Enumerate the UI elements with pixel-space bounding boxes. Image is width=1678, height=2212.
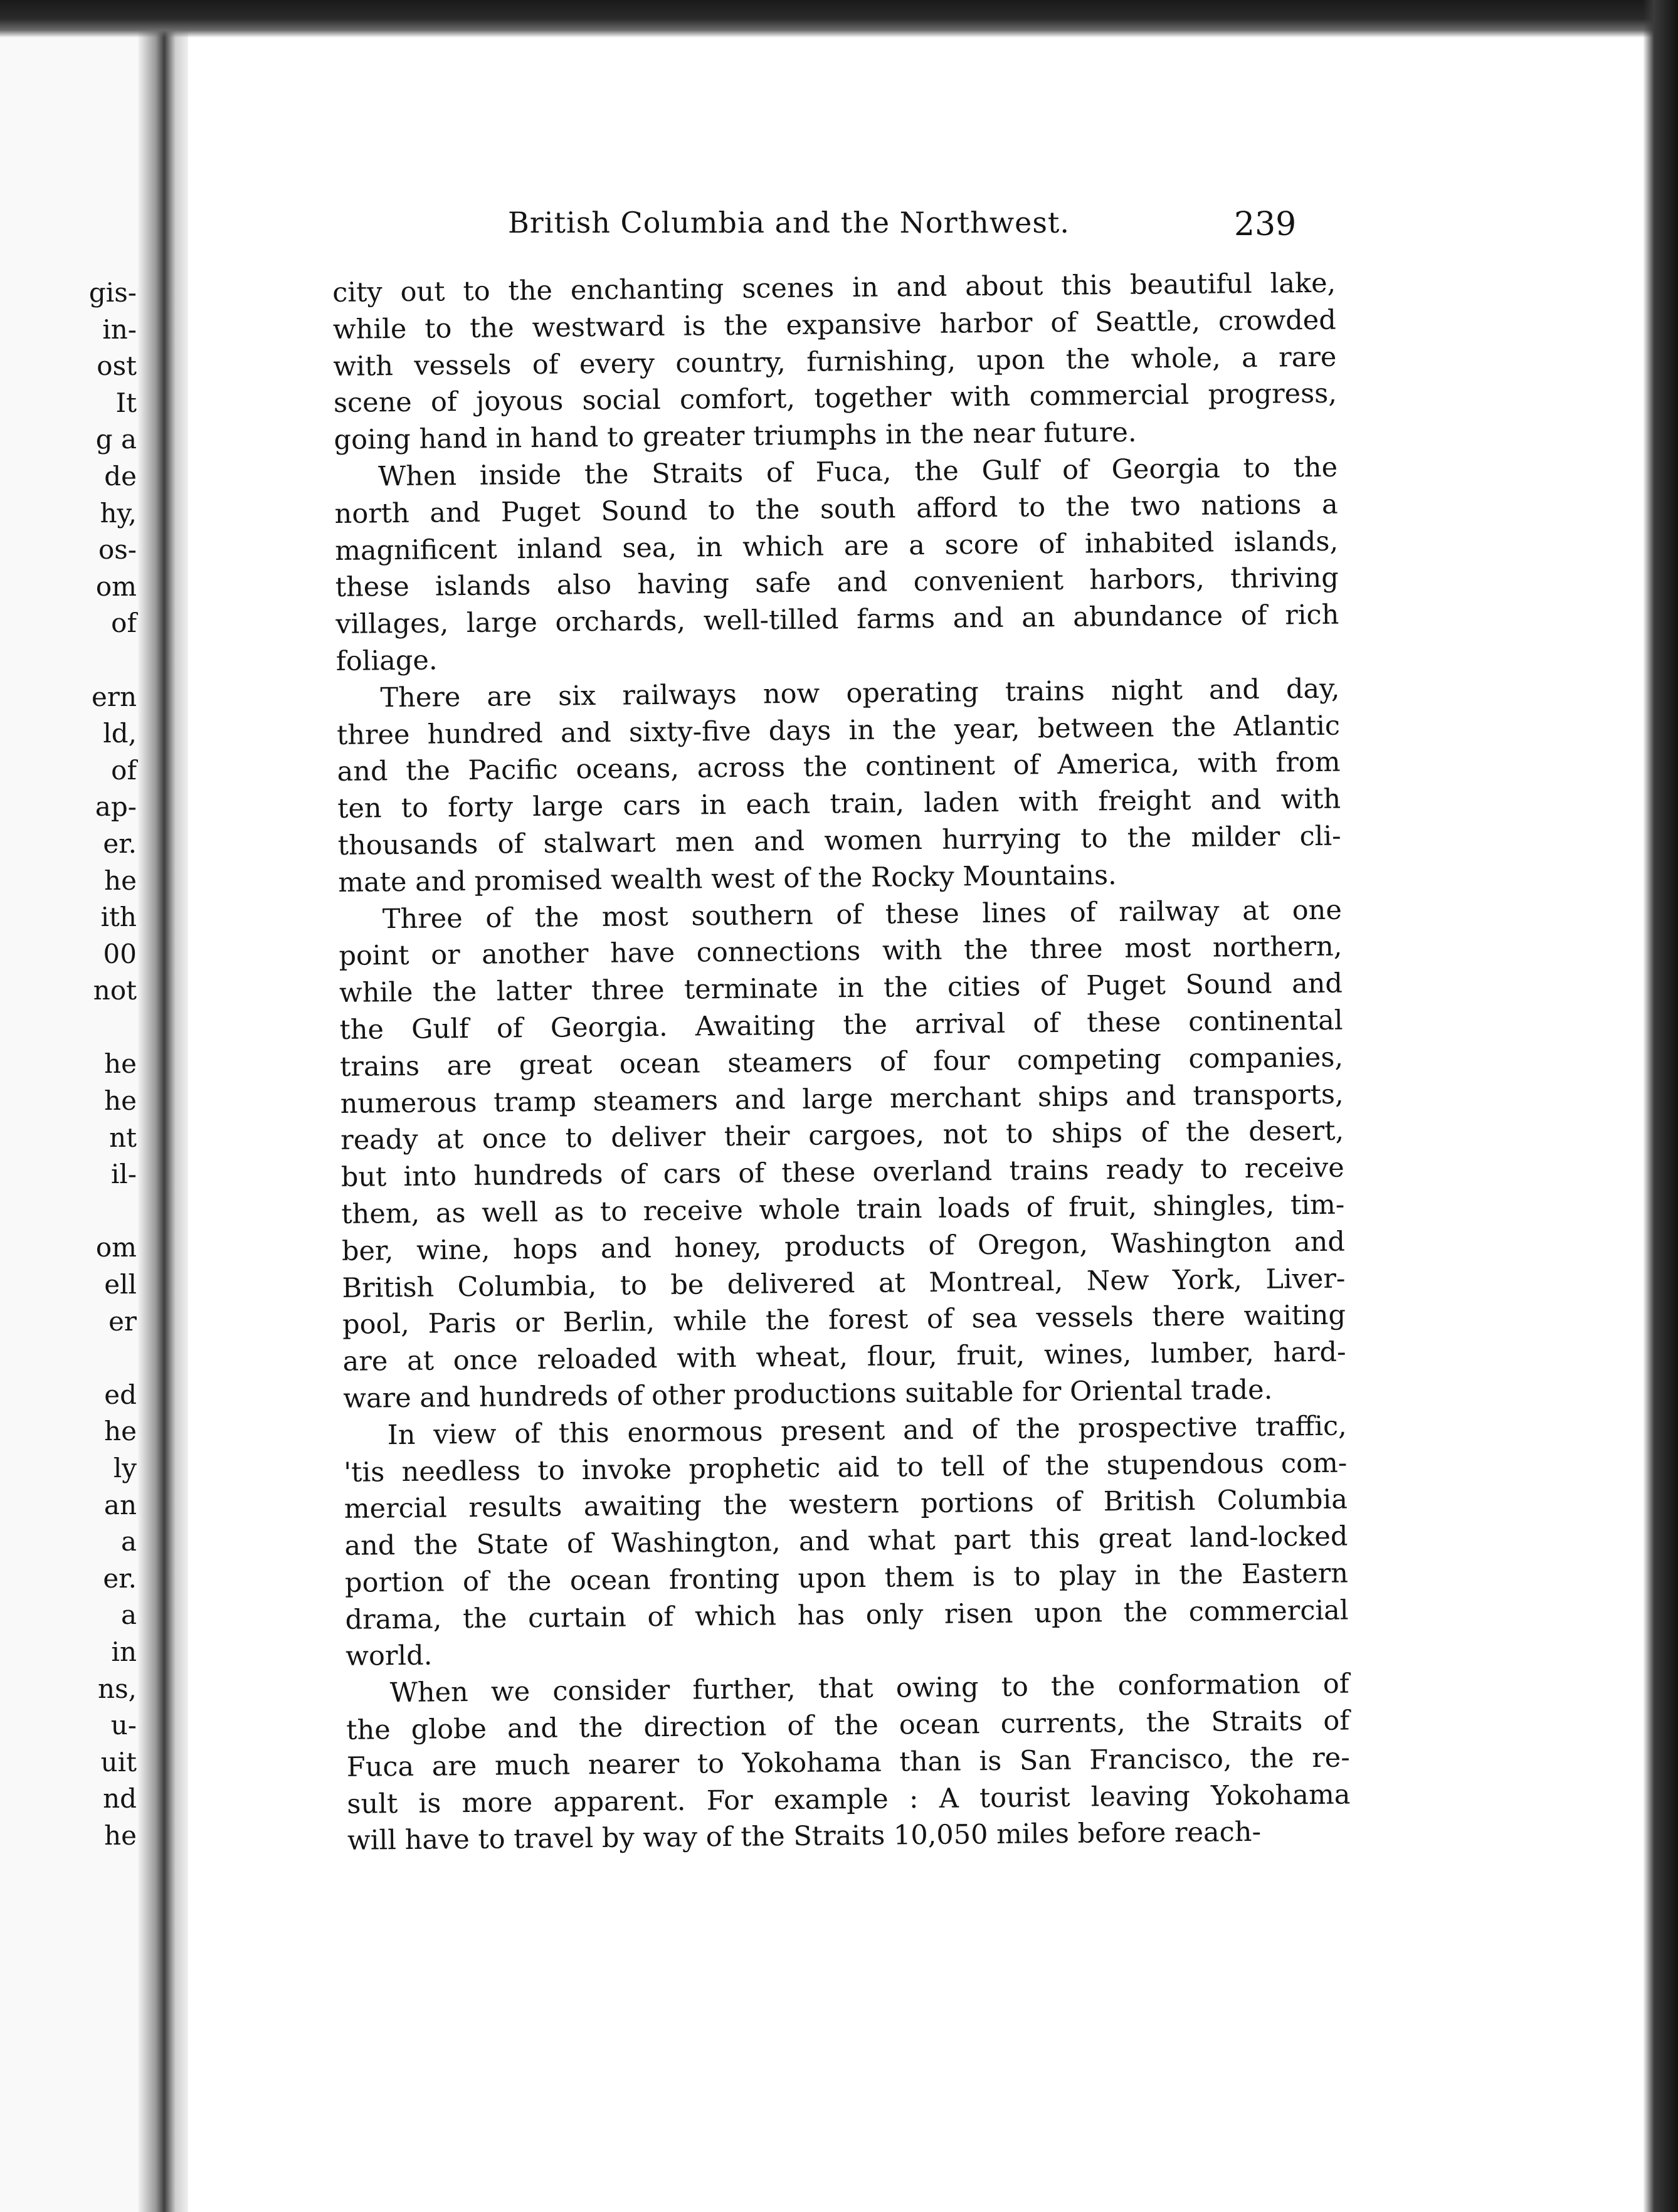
facing-page-fragment: in — [111, 1636, 137, 1667]
facing-page-fragment: ed — [104, 1379, 137, 1410]
text-line: with vessels of every country, furnishing, upon the whole, a rare — [333, 341, 1337, 382]
text-line: Fuca are much nearer to Yokohama than is San Francisco, the re- — [346, 1742, 1351, 1783]
paragraph — [346, 1666, 1351, 1860]
text-line: ten to forty large cars in each train, laden with freight and with — [337, 783, 1341, 825]
text-line: these islands also having safe and convenient harbors, thriving — [335, 562, 1339, 604]
text-line: When inside the Straits of Fuca, the Gulf of Georgia to the — [377, 451, 1338, 493]
facing-page-fragment: ly — [113, 1453, 137, 1483]
text-line: the globe and the direction of the ocean currents, the Straits of — [346, 1705, 1350, 1746]
facing-page-fragment: de — [104, 460, 137, 492]
paragraph — [343, 1408, 1349, 1675]
text-line: magnificent inland sea, in which are a score of inhabited islands, — [334, 525, 1339, 567]
facing-page-fragment: of — [111, 754, 137, 786]
text-line: while the latter three terminate in the cities of Puget Sound and — [339, 967, 1343, 1009]
facing-page-fragment: ern — [92, 681, 137, 712]
facing-page-fragment: g a — [95, 424, 137, 455]
text-line: world. — [345, 1640, 433, 1673]
text-line: and the State of Washington, and what part this great land-locked — [344, 1520, 1348, 1562]
facing-page-fragment: he — [104, 1048, 137, 1080]
facing-page-fragment: he — [104, 865, 137, 896]
facing-page-fragment: It — [115, 387, 137, 418]
body-text — [332, 265, 1351, 1860]
facing-page-fragment: ap- — [95, 791, 137, 823]
facing-page-fragment: hy, — [100, 497, 137, 529]
facing-page-fragment: il- — [110, 1159, 137, 1190]
text-line: trains are great ocean steamers of four competing companies, — [339, 1041, 1344, 1083]
text-line: When we consider further, that owing to the conformation of — [389, 1668, 1349, 1709]
scan-right-border — [1643, 0, 1678, 2212]
text-line: 'tis needless to invoke prophetic aid to tell of the stupendous com- — [344, 1447, 1348, 1488]
facing-page-fragment: om — [95, 1232, 137, 1263]
text-line: them, as well as to receive whole train loads of fruit, shingles, tim- — [341, 1189, 1345, 1230]
text-line: scene of joyous social comfort, together with commercial progress, — [333, 378, 1338, 419]
facing-page-fragment — [0, 642, 137, 679]
facing-page-fragment: he — [104, 1085, 137, 1117]
text-line: drama, the curtain of which has only risen upon the commercial — [345, 1594, 1349, 1636]
facing-page-fragment — [0, 1009, 137, 1046]
text-line: north and Puget Sound to the south afford to the two nations a — [334, 488, 1338, 530]
text-line: ready at once to deliver their cargoes, not to ships of the desert, — [340, 1115, 1344, 1157]
text-line: sult is more apparent. For example : A tourist leaving Yokohama — [347, 1779, 1351, 1820]
facing-page-fragment: er. — [103, 1562, 137, 1594]
running-title: British Columbia and the Northwest. — [508, 206, 1070, 240]
text-line: portion of the ocean fronting upon them is to play in the Eastern — [344, 1557, 1349, 1599]
facing-page-fragment: os- — [98, 534, 137, 566]
page-header — [508, 206, 1323, 251]
page-number: 239 — [1234, 206, 1297, 243]
facing-page-fragment: ld, — [103, 718, 137, 749]
facing-page-fragment: a — [120, 1526, 137, 1557]
text-line: foliage. — [335, 645, 438, 677]
facing-page-fragment: nt — [109, 1122, 137, 1153]
facing-page-fragment: ith — [100, 902, 137, 933]
facing-page-fragment: er — [108, 1305, 137, 1337]
facing-page-fragment: gis- — [88, 277, 137, 308]
paragraph — [332, 265, 1338, 459]
facing-page-fragment: he — [104, 1416, 137, 1447]
facing-page-fragment: ns, — [98, 1673, 137, 1704]
paragraph — [339, 892, 1347, 1417]
text-line: while to the westward is the expansive harbor of Seattle, crowded — [332, 304, 1337, 345]
text-line: three hundred and sixty-five days in the year, between the Atlantic — [336, 710, 1341, 751]
facing-page-fragment: ell — [104, 1269, 137, 1300]
facing-page-fragment: er. — [103, 828, 137, 859]
text-line: villages, large orchards, well-tilled farms and an abundance of rich — [335, 599, 1339, 641]
text-line: pool, Paris or Berlin, while the forest of sea vessels there waiting — [342, 1299, 1346, 1341]
facing-page-fragment: ost — [97, 350, 137, 382]
facing-page-fragment: u- — [110, 1710, 137, 1741]
text-line: are at once reloaded with wheat, flour, fruit, wines, lumber, hard- — [342, 1336, 1346, 1378]
facing-page-fragment: he — [104, 1820, 137, 1851]
paragraph — [334, 450, 1339, 680]
text-line: ware and hundreds of other productions suitable for Oriental trade. — [342, 1374, 1273, 1414]
text-line: ber, wine, hops and honey, products of Oregon, Washington and — [341, 1226, 1346, 1267]
text-line: British Columbia, to be delivered at Montreal, New York, Liver- — [342, 1263, 1346, 1304]
text-line: will have to travel by way of the Straits 10,050 miles before reach- — [347, 1816, 1262, 1857]
facing-page-fragment: in- — [102, 313, 137, 345]
facing-page-fragment: of — [111, 608, 137, 639]
text-line: Three of the most southern of these lines of railway at one — [382, 894, 1343, 935]
text-line: mercial results awaiting the western portions of British Columbia — [344, 1483, 1348, 1525]
text-line: thousands of stalwart men and women hurrying to the milder cli- — [337, 820, 1341, 861]
text-line: point or another have connections with the three most northern, — [339, 930, 1343, 972]
facing-page-edge — [0, 25, 144, 2212]
facing-page-fragment: an — [103, 1489, 137, 1520]
text-line: the Gulf of Georgia. Awaiting the arrival of these continental — [339, 1004, 1343, 1046]
text-line: In view of this enormous present and of the prospective traffic, — [387, 1410, 1347, 1451]
facing-page-fragment: 00 — [103, 938, 137, 969]
facing-page-fragment: not — [93, 975, 137, 1006]
facing-page-line-ends — [0, 275, 137, 1855]
text-line: There are six railways now operating trains night and day, — [380, 673, 1340, 714]
facing-page-fragment: uit — [100, 1746, 137, 1778]
paragraph — [336, 670, 1341, 901]
scan-top-border — [0, 0, 1678, 38]
text-line: mate and promised wealth west of the Rocky Mountains. — [338, 859, 1117, 898]
text-line: but into hundreds of cars of these overland trains ready to receive — [340, 1152, 1344, 1194]
facing-page-fragment — [0, 1193, 137, 1230]
facing-page-fragment: nd — [103, 1783, 137, 1814]
facing-page-fragment — [0, 1340, 137, 1377]
text-line: numerous tramp steamers and large merchant ships and transports, — [340, 1078, 1344, 1120]
text-line: city out to the enchanting scenes in and about this beautiful lake, — [332, 267, 1336, 308]
facing-page-fragment: om — [95, 571, 137, 602]
facing-page-fragment: a — [120, 1599, 137, 1631]
text-line: going hand in hand to greater triumphs in the near future. — [334, 416, 1137, 456]
text-line: and the Pacific oceans, across the continent of America, with from — [337, 746, 1341, 788]
page-gutter — [138, 25, 193, 2212]
